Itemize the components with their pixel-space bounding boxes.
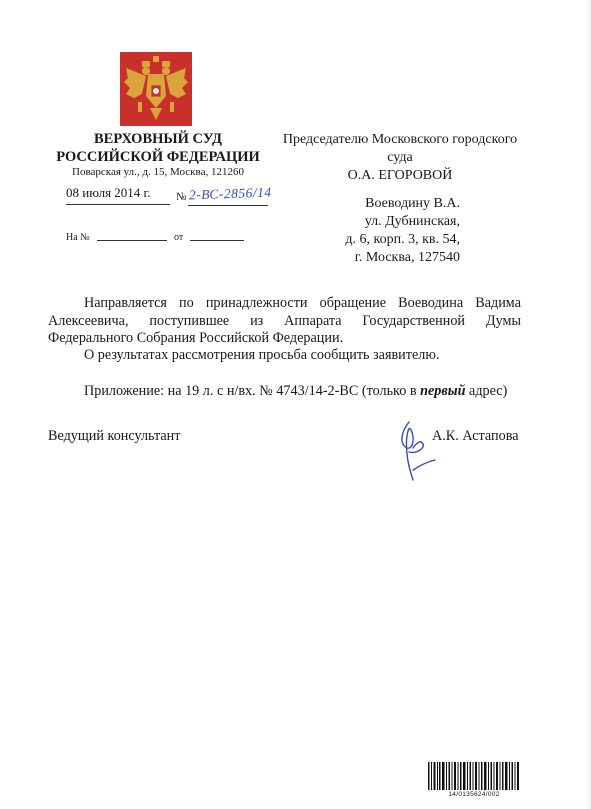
address-line2: д. 6, корп. 3, кв. 54, [345, 232, 460, 247]
signer-name: А.К. Астапова [432, 428, 519, 444]
reference-date-label: от [174, 232, 184, 243]
addressee-name: Воеводину В.А. [365, 196, 460, 211]
handwritten-number: 2-ВС-2856/14 [188, 184, 272, 203]
recipient-line3: О.А. ЕГОРОВОЙ [347, 168, 453, 183]
attachment-line [84, 383, 507, 400]
document-date: 08 июля 2014 г. [66, 185, 151, 200]
number-sign: № [176, 191, 187, 203]
date-underline [66, 204, 170, 205]
reference-date-line [190, 240, 244, 241]
scan-edge-shadow [585, 0, 591, 809]
court-name-line1: ВЕРХОВНЫЙ СУД [94, 131, 222, 147]
addressee-block [280, 195, 460, 267]
court-name [40, 130, 276, 166]
recipient-block [280, 131, 520, 185]
recipient-line1: Председателю Московского городского [282, 132, 518, 147]
attachment-emphasis: первый [420, 383, 466, 399]
body-paragraph-2: О результатах рассмотрения просьба сообщить заявителю. [84, 347, 440, 363]
address-line1: ул. Дубнинская, [364, 214, 460, 229]
attachment-suffix: адрес) [465, 383, 508, 399]
address-line3: г. Москва, 127540 [354, 250, 460, 265]
recipient-line2: суда [387, 150, 413, 165]
attachment-prefix: Приложение: на 19 л. с н/вх. № 4743/14-2-ВС (только в [84, 383, 421, 399]
barcode [428, 762, 520, 790]
reference-number-line [97, 240, 167, 241]
barcode-number: 14/0135624/002 [448, 791, 500, 798]
coat-of-arms-emblem [120, 52, 192, 126]
court-name-line2: РОССИЙСКОЙ ФЕДЕРАЦИИ [56, 149, 260, 165]
court-address: Поварская ул., д. 15, Москва, 121260 [72, 166, 244, 178]
reference-number-label: На № [66, 232, 90, 243]
number-underline [188, 205, 268, 206]
body-paragraph-1: Направляется по принадлежности обращение Воеводина Вадима Алексеевича, поступившее из Аппарата Государственной Думы Федерального Собрания Российской Федерации. [48, 295, 521, 346]
signer-position: Ведущий консультант [48, 428, 181, 444]
